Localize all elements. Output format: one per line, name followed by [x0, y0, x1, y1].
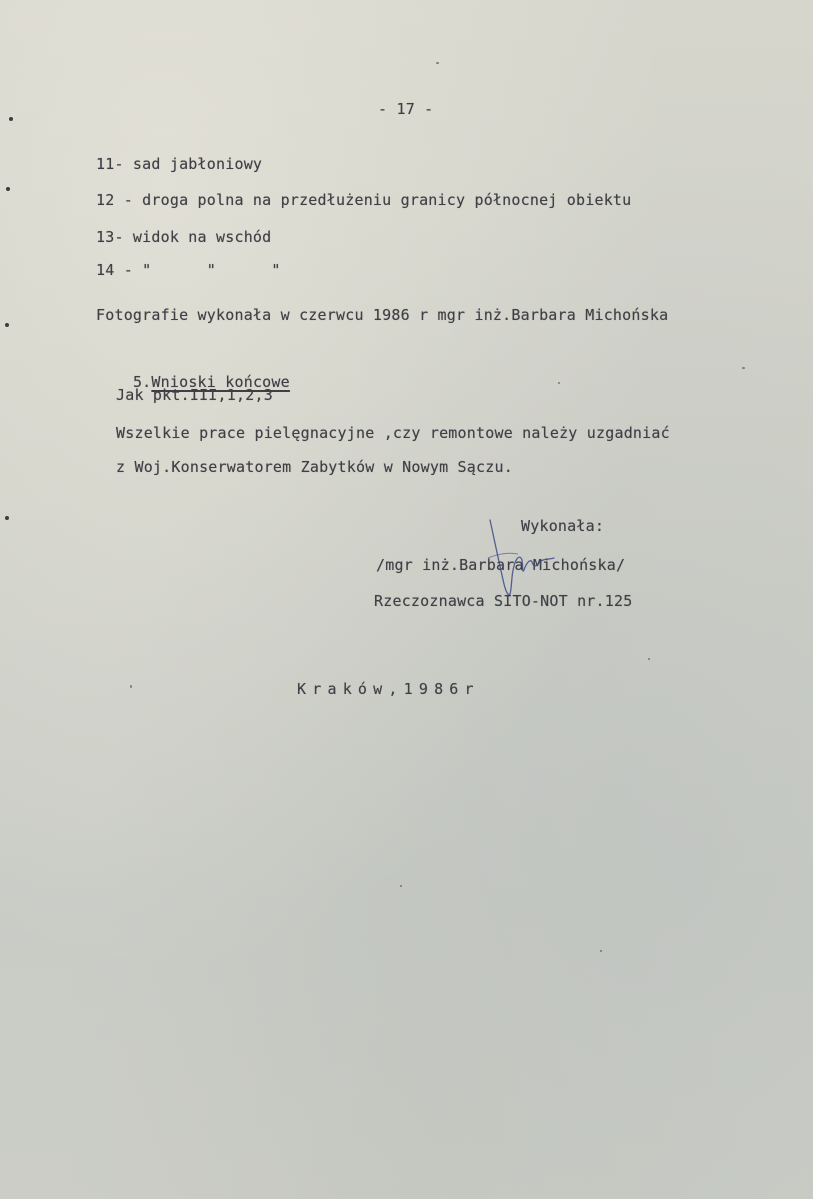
- photo-list-item: 12 - droga polna na przedłużeniu granicy północnej obiektu: [96, 191, 632, 209]
- paper-speck: [400, 885, 402, 887]
- paper-speck: [558, 382, 560, 384]
- photo-credit: Fotografie wykonała w czerwcu 1986 r mgr inż.Barbara Michońska: [96, 306, 669, 324]
- conclusion-line: Jak pkt.III,1,2,3: [116, 386, 273, 404]
- punch-hole: [5, 516, 9, 520]
- section-number: 5.: [132, 373, 152, 391]
- paper-speck: [436, 62, 439, 64]
- paper-speck: [600, 950, 602, 952]
- conclusion-line: z Woj.Konserwatorem Zabytków w Nowym Sączu.: [116, 458, 513, 476]
- punch-hole: [5, 323, 9, 327]
- page-number: - 17 -: [378, 100, 434, 118]
- signature-heading: Wykonała:: [521, 517, 605, 535]
- punch-hole: [9, 117, 13, 121]
- punch-hole: [6, 187, 10, 191]
- signature-title: Rzeczoznawca SITO-NOT nr.125: [374, 592, 633, 610]
- photo-list-item: 11- sad jabłoniowy: [96, 155, 263, 173]
- place-date: Kraków,1986r: [297, 680, 480, 698]
- paper-speck: [648, 658, 650, 660]
- conclusion-line: Wszelkie prace pielęgnacyjne ,czy remontowe należy uzgadniać: [116, 424, 670, 442]
- photo-list-item: 13- widok na wschód: [96, 228, 272, 246]
- signature-name: /mgr inż.Barbara Michońska/: [376, 556, 626, 574]
- photo-list-item: 14 - " " ": [96, 261, 281, 279]
- paper-speck: [742, 367, 745, 369]
- section-title: Wnioski końcowe: [151, 373, 290, 391]
- paper-speck: [130, 685, 132, 688]
